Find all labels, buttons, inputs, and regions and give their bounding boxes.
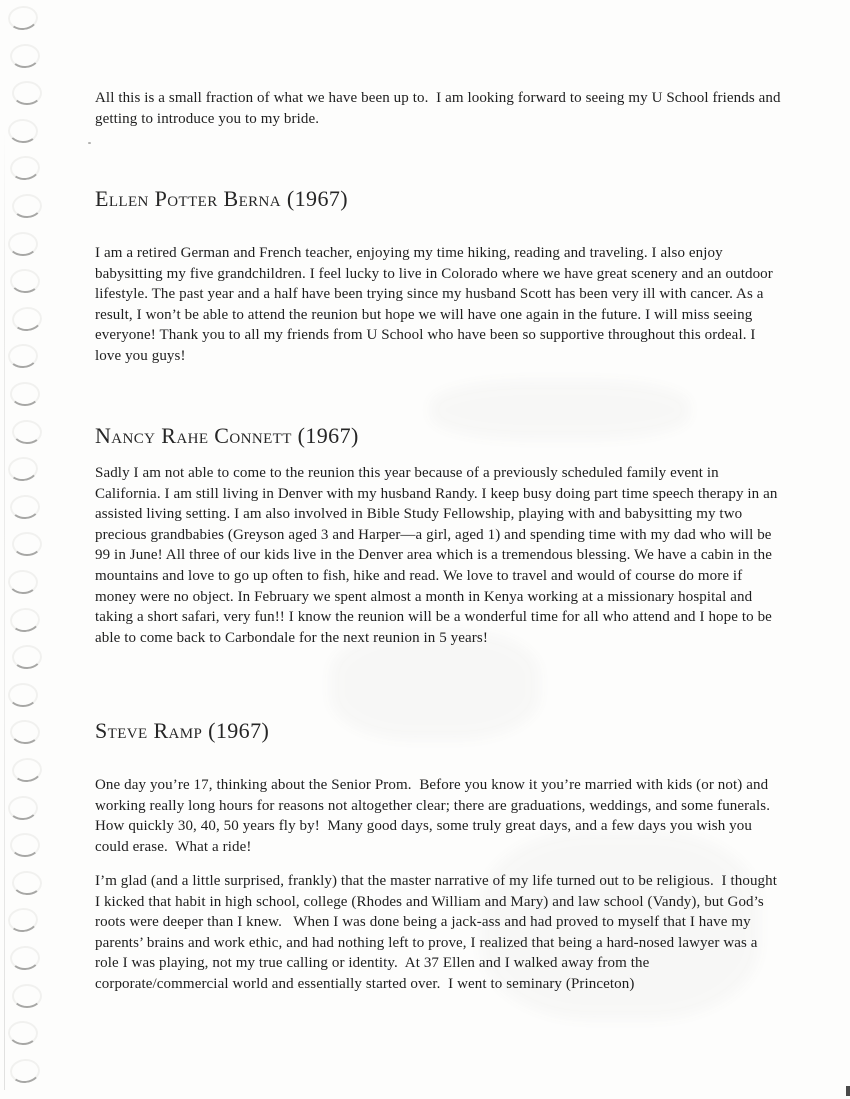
entry-heading-ellen-potter-berna: Ellen Potter Berna (1967) (95, 186, 348, 211)
spiral-coil-mark (12, 532, 42, 556)
scan-speck (88, 142, 91, 144)
spiral-coil-mark (11, 870, 42, 896)
spiral-coil-mark (9, 1057, 41, 1084)
spiral-coil-mark (7, 118, 38, 144)
entry-heading-steve-ramp: Steve Ramp (1967) (95, 718, 270, 743)
spiral-coil-mark (11, 644, 42, 670)
entry-paragraph-steve-2: I’m glad (and a little surprised, frankly) that the master narrative of my life turned out to be religious. I thought I kicked that habit in high school, college (Rhodes and William and Mary) and law school (Vandy), but God’s roots were deeper than I knew. When I was done being a jack-ass and had proved to myself that I have my parents’ brains and work ethic, and had nothing left to prove, I realized that being a hard-nosed lawyer was a role I was playing, not my true calling or identity. At 37 Ellen and I walked away from the corporate/commercial world and essentially started over. I went to seminary (Princeton) (95, 873, 781, 992)
spiral-coil-mark (10, 833, 40, 857)
spiral-coil-mark (7, 456, 39, 483)
spiral-coil-mark (11, 756, 43, 783)
spiral-coil-mark (9, 268, 40, 294)
spiral-binding (0, 0, 60, 1099)
entry-paragraph-steve-1: One day you’re 17, thinking about the Senior Prom. Before you know it you’re married with kids (or not) and working really long hours for reasons not altogether clear; there are graduations, weddings, and some funerals. How quickly 30, 40, 50 years fly by! Many good days, some truly great days, and a few days you wish you could erase. What a ride! (95, 777, 778, 855)
spiral-coil-mark (9, 945, 40, 971)
spiral-coil-mark (12, 984, 42, 1008)
entry-paragraph-ellen: I am a retired German and French teacher, enjoying my time hiking, reading and traveling. I also enjoy babysitting my five grandchildren. I feel lucky to live in Colorado where we have great scenery and an outdoor lifestyle. The past year and a half have been trying since my husband Scott has been very ill with cancer. As a result, I won’t be able to attend the reunion but hope we will have one again in the future. I will miss seeing everyone! Thank you to all my friends from U School who have been so supportive throughout this ordeal. I love you guys! (95, 245, 777, 364)
spiral-coil-mark (7, 4, 39, 31)
scan-edge-mark (846, 1086, 850, 1096)
entry-paragraph-nancy: Sadly I am not able to come to the reunion this year because of a previously scheduled family event in California. I am still living in Denver with my husband Randy. I keep busy doing part time speech therapy in an assisted living setting. I am also involved in Bible Study Fellowship, playing with and babysitting my two precious grandbabies (Greyson aged 3 and Harper—a girl, aged 1) and spending time with my dad who will be 99 in June! All three of our kids live in the Denver area which is a tremendous blessing. We have a cabin in the mountains and love to go up often to fish, hike and read. We love to travel and would of course do more if money were no object. In February we spent almost a month in Kenya working at a missionary hospital and taking a short safari, very fun!! I know the reunion will be a wonderful time for all who attend and I hope to be able to come back to Carbondale for the next reunion in 5 years! (95, 465, 782, 646)
spiral-coil-mark (11, 193, 42, 219)
spiral-coil-mark (9, 720, 40, 746)
spiral-coil-mark (8, 232, 38, 256)
spiral-coil-mark (9, 606, 41, 633)
intro-paragraph: All this is a small fraction of what we have been up to. I am looking forward to seeing my U School friends and getting to introduce you to my bride. (95, 90, 785, 127)
spiral-coil-mark (7, 907, 39, 934)
spiral-coil-mark (11, 305, 43, 332)
spiral-coil-mark (9, 43, 40, 69)
spiral-coil-mark (7, 344, 38, 370)
spiral-coil-mark (11, 419, 42, 445)
spiral-coil-mark (10, 382, 40, 406)
spiral-coil-mark (8, 683, 38, 707)
spiral-coil-mark (12, 81, 42, 105)
spiral-coil-mark (7, 1020, 38, 1046)
spiral-coil-mark (7, 795, 38, 821)
spiral-coil-mark (7, 569, 38, 595)
spiral-coil-mark (9, 155, 41, 182)
spiral-coil-mark (9, 494, 40, 520)
entry-heading-nancy-rahe-connett: Nancy Rahe Connett (1967) (95, 423, 359, 448)
